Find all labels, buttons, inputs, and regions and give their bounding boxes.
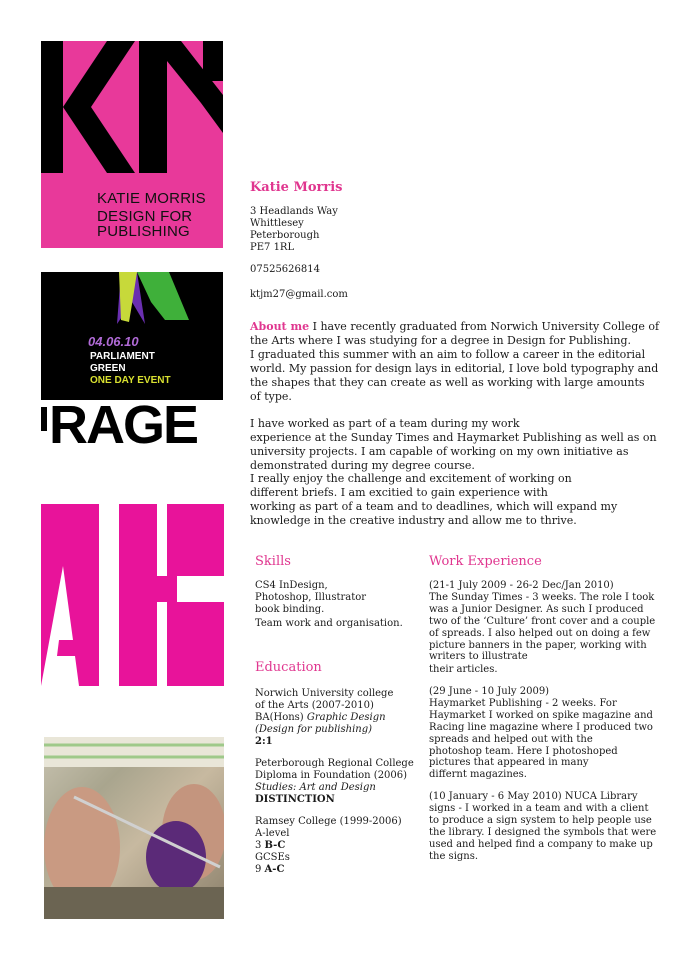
- work-2-line-5: spreads and helped out with the: [429, 734, 593, 745]
- phone-number: 07525626814: [250, 264, 320, 275]
- ah-graphic: [41, 504, 224, 686]
- about-label: About me: [250, 320, 310, 333]
- edu-2-line-2: Diploma in Foundation (2006): [255, 770, 408, 781]
- about-line-12: I really enjoy the challenge and excitement of working on: [250, 472, 572, 485]
- about-line-11: demonstrated during my degree course.: [250, 459, 475, 472]
- address-line-4: PE7 1RL: [250, 242, 295, 253]
- about-line-15: knowledge in the creative industry and allow me to thrive.: [250, 514, 577, 527]
- address-line-3: Peterborough: [250, 230, 320, 241]
- poster-line-3: ONE DAY EVENT: [90, 375, 171, 386]
- address-line-2: Whittlesey: [250, 218, 304, 229]
- skills-extra: Team work and organisation.: [255, 618, 403, 629]
- work-3-line-2: signs - I worked in a team and with a client: [429, 803, 649, 814]
- work-3-line-6: the signs.: [429, 851, 479, 862]
- edu-1-line-4: (Design for publishing): [255, 724, 373, 735]
- work-1-line-4: two of the ‘Culture’ front cover and a couple: [429, 616, 656, 627]
- photo-illustration: [44, 737, 224, 919]
- poster-big-word: RAGE: [49, 395, 198, 455]
- logo-line-2: DESIGN FOR: [97, 208, 193, 225]
- work-1-line-6: picture banners in the paper, working with: [429, 640, 647, 651]
- ah-letterforms: [41, 504, 224, 686]
- edu-2-line-3: Studies: Art and Design: [255, 782, 376, 793]
- email-address: ktjm27@gmail.com: [250, 289, 348, 300]
- skills-line-3: book binding.: [255, 604, 325, 615]
- work-1-line-1: (21-1 July 2009 - 26-2 Dec/Jan 2010): [429, 580, 614, 591]
- about-line-5: the shapes that they can create as well as working with large amounts: [250, 376, 645, 389]
- work-1-line-7: writers to illustrate: [429, 651, 528, 662]
- edu-3-line-3: 3 B-C: [255, 840, 286, 851]
- poster-date: 04.06.10: [88, 334, 139, 349]
- about-line-10: university projects. I am capable of working on my own initiative as: [250, 445, 629, 458]
- edu-1-grade: 2:1: [255, 736, 273, 747]
- work-1-line-5: of spreads. I also helped out on doing a few: [429, 628, 651, 639]
- work-3-line-1: (10 January - 6 May 2010) NUCA Library: [429, 791, 638, 802]
- work-2-line-1: (29 June - 10 July 2009): [429, 686, 550, 697]
- skills-heading: Skills: [255, 554, 291, 569]
- about-line-13: different briefs. I am excitied to gain experience with: [250, 486, 548, 499]
- work-2-line-4: Racing line magazine where I produced two: [429, 722, 653, 733]
- edu-3-line-5: 9 A-C: [255, 864, 285, 875]
- poster-line-1: PARLIAMENT: [90, 351, 155, 362]
- logo-panel: [41, 41, 223, 248]
- edu-3-line-2: A-level: [255, 828, 290, 839]
- work-2-line-3: Haymarket I worked on spike magazine and: [429, 710, 653, 721]
- address-line-1: 3 Headlands Way: [250, 206, 338, 217]
- skills-line-1: CS4 InDesign,: [255, 580, 328, 591]
- poster-line-2: GREEN: [90, 363, 126, 374]
- about-line-4: world. My passion for design lays in editorial, I love bold typography and: [250, 362, 659, 375]
- edu-1-line-1: Norwich University college: [255, 688, 394, 699]
- work-1-line-8: their articles.: [429, 664, 498, 675]
- edu-3-line-4: GCSEs: [255, 852, 290, 863]
- education-heading: Education: [255, 660, 322, 675]
- work-3-line-5: used and helped find a company to make up: [429, 839, 653, 850]
- about-line-8: I have worked as part of a team during my work: [250, 417, 520, 430]
- about-line-6: of type.: [250, 390, 292, 403]
- skills-line-2: Photoshop, Illustrator: [255, 592, 367, 603]
- edu-2-grade: DISTINCTION: [255, 794, 335, 805]
- edu-1-line-2: of the Arts (2007-2010): [255, 700, 374, 711]
- about-line-3: I graduated this summer with an aim to follow a career in the editorial: [250, 348, 646, 361]
- logo-line-3: PUBLISHING: [97, 223, 190, 240]
- knitting-photo: [44, 737, 224, 919]
- work-2-line-2: Haymarket Publishing - 2 weeks. For: [429, 698, 617, 709]
- about-line-2: the Arts where I was studying for a degree in Design for Publishing.: [250, 334, 632, 347]
- work-3-line-3: to produce a sign system to help people use: [429, 815, 652, 826]
- work-2-line-7: pictures that appeared in many: [429, 757, 589, 768]
- candidate-name: Katie Morris: [250, 180, 343, 195]
- work-3-line-4: the library. I designed the symbols that were: [429, 827, 657, 838]
- work-1-line-2: The Sunday Times - 3 weeks. The role I took: [429, 592, 655, 603]
- work-2-line-8: differnt magazines.: [429, 769, 527, 780]
- edu-3-line-1: Ramsey College (1999-2006): [255, 816, 402, 827]
- about-line-14: working as part of a team and to deadlines, which will expand my: [250, 500, 618, 513]
- about-line-9: experience at the Sunday Times and Haymarket Publishing as well as on: [250, 431, 657, 444]
- edu-1-line-3: BA(Hons) Graphic Design: [255, 712, 386, 723]
- about-line-1: About me I have recently graduated from Norwich University College of: [250, 320, 660, 333]
- work-1-line-3: was a Junior Designer. As such I produced: [429, 604, 644, 615]
- edu-2-line-1: Peterborough Regional College: [255, 758, 414, 769]
- work-2-line-6: photoshop team. Here I photoshoped: [429, 746, 618, 757]
- work-heading: Work Experience: [429, 554, 542, 569]
- rage-poster: [41, 272, 223, 455]
- logo-name: KATIE MORRIS: [97, 190, 206, 207]
